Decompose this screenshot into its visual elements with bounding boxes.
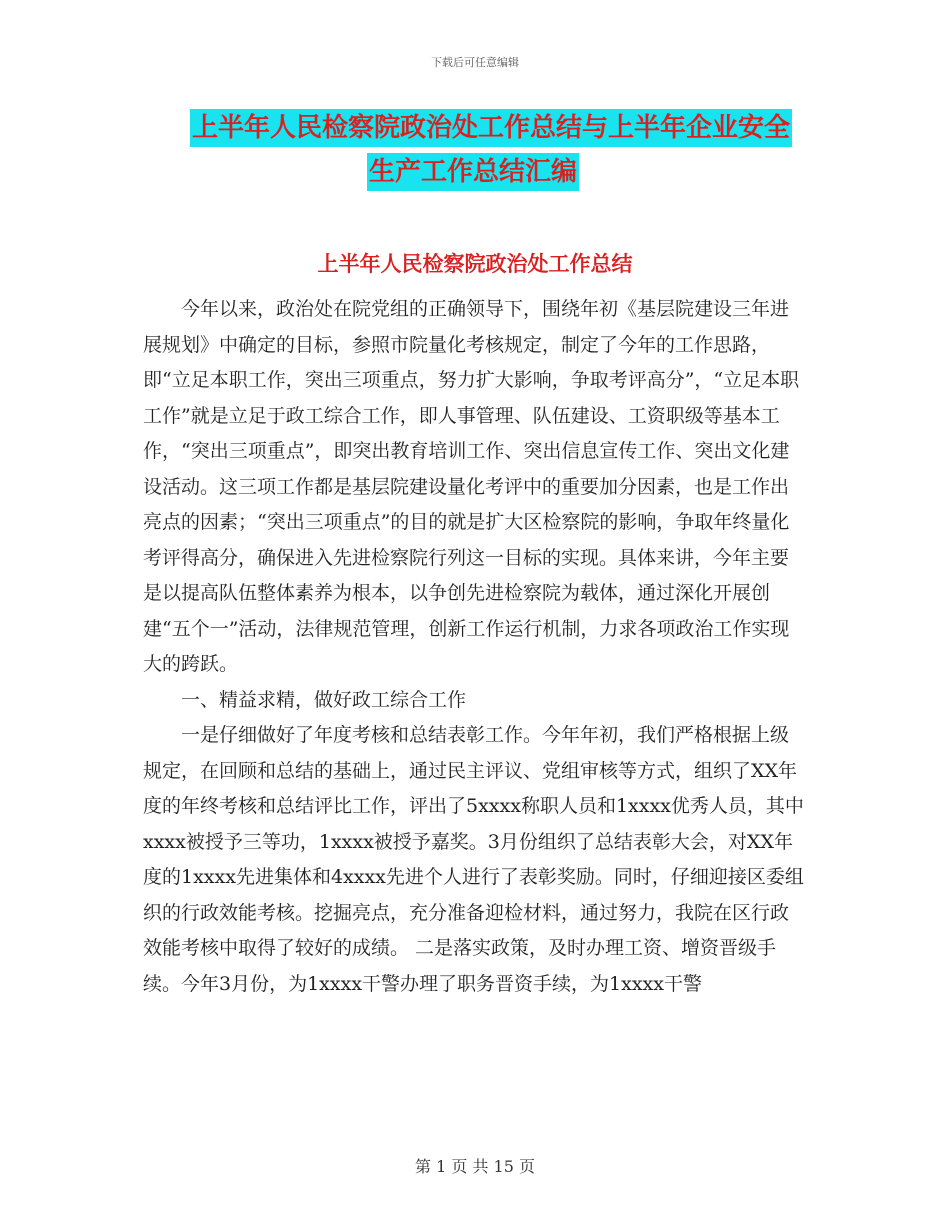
page-footer: 第 1 页 共 15 页 xyxy=(415,1157,535,1176)
document-body xyxy=(143,292,807,1002)
section-heading-1: 一、精益求精，做好政工综合工作 xyxy=(181,688,467,711)
header-note: 下载后可任意编辑 xyxy=(431,56,519,69)
main-title-text-1: 上半年人民检察院政治处工作总结与上半年企业安全 xyxy=(190,109,792,147)
paragraph-body-1: 一是仔细做好了年度考核和总结表彰工作。今年年初，我们严格根据上级规定，在回顾和总结的基础上，通过民主评议、党组审核等方式，组织了XX年度的年终考核和总结评比工作，评出了5xxxx称职人员和1xxxx优秀人员，其中xxxx被授予三等功，1xxxx被授予嘉奖。3月份组织了总结表彰大会，对XX年度的1xxxx先进集体和4xxxx先进个人进行了表彰奖励。同时，仔细迎接区委组织的行政效能考核。挖掘亮点，充分准备迎检材料，通过努力，我院在区行政效能考核中取得了较好的成绩。 二是落实政策，及时办理工资、增资晋级手续。今年3月份，为1xxxx干警办理了职务晋资手续，为1xxxx干警 xyxy=(143,724,804,995)
main-title-line2 xyxy=(367,157,579,187)
main-title-text-2: 生产工作总结汇编 xyxy=(367,153,579,191)
main-title-line1 xyxy=(190,113,802,143)
paragraph-intro: 今年以来，政治处在院党组的正确领导下，围绕年初《基层院建设三年进展规划》中确定的目标，参照市院量化考核规定，制定了今年的工作思路，即“立足本职工作，突出三项重点，努力扩大影响，争取考评高分”，“立足本职工作”就是立足于政工综合工作，即人事管理、队伍建设、工资职级等基本工作，“突出三项重点”，即突出教育培训工作、突出信息宣传工作、突出文化建设活动。这三项工作都是基层院建设量化考评中的重要加分因素，也是工作出亮点的因素；“突出三项重点”的目的就是扩大区检察院的影响，争取年终量化考评得高分，确保进入先进检察院行列这一目标的实现。具体来讲，今年主要是以提高队伍整体素养为根本，以争创先进检察院为载体，通过深化开展创建“五个一”活动，法律规范管理，创新工作运行机制，力求各项政治工作实现大的跨跃。 xyxy=(143,298,800,675)
section-title: 上半年人民检察院政治处工作总结 xyxy=(317,251,633,276)
